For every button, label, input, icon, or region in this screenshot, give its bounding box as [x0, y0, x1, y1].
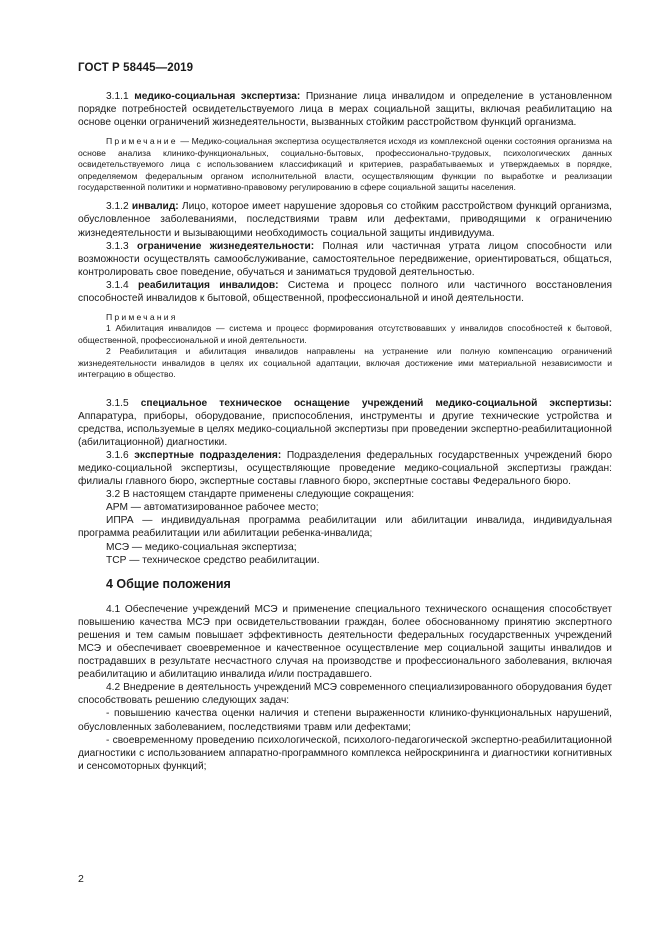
definition-3-1-5: [78, 397, 612, 449]
definition-text: Признание лица инвалидом и определение в установленном порядке потребностей освидетельствуемого лица в мерах социальной защиты, включая реабилитацию на основе оценки ограничений жизнедеятельности, вызванных стойким расстройством функций организма.: [78, 91, 612, 129]
paragraph-4-1: 4.1 Обеспечение учреждений МСЭ и применение специального технического оснащения способствует повышению качества МСЭ при освидетельствовании граждан, более обоснованному принятию экспертного решения и тем самым повышает эффективность деятельности федеральных государственных учреждений МСЭ и обеспечивает своевременное и качественное осуществление мер социальной защиты инвалидов и пострадавших в результате несчастного случая на производстве и профессионального заболевания, включая реабилитацию и абилитацию инвалида и/или пострадавшего.: [78, 603, 612, 681]
paragraph-4-2: 4.2 Внедрение в деятельность учреждений МСЭ современного специализированного оборудования будет способствовать решению следующих задач:: [78, 682, 612, 707]
term: ограничение жизнедеятельности:: [137, 240, 315, 252]
term: специальное техническое оснащение учреждений медико-социальной экспертизы:: [140, 397, 612, 409]
term: реабилитация инвалидов:: [137, 279, 279, 291]
definition-3-1-2: [78, 200, 612, 239]
note-item-1: 1 Абилитация инвалидов — система и процесс формирования отсутствовавших у инвалидов способностей к бытовой, общественной, профессиональной и иной деятельности.: [78, 323, 612, 345]
abbreviation-arm: АРМ — автоматизированное рабочее место;: [106, 502, 319, 514]
definition-3-1-3: [78, 240, 612, 279]
list-item: - своевременному проведению психологической, психолого-педагогической экспертно-реабилитационной диагностики с использованием аппаратно-программного комплекса нейроскрининга и диагностики когнитивных и сенсомоторных функций;: [78, 734, 612, 772]
definition-3-1-6: [78, 449, 612, 488]
clause-number: 3.1.1: [106, 91, 135, 102]
clause-number: 3.1.2: [106, 201, 132, 213]
abbreviation-mse: МСЭ — медико-социальная экспертиза;: [106, 541, 297, 553]
list-item: - повышению качества оценки наличия и степени выраженности клинико-функциональных нарушений, обусловленных заболеванием, последствиями травм или дефектами;: [78, 708, 612, 733]
term: инвалид:: [131, 201, 179, 213]
definition-3-1-1: [78, 90, 612, 129]
page-number: 2: [78, 873, 84, 885]
notes-label: Примечания: [106, 312, 178, 323]
clause-number: 3.1.5: [106, 397, 141, 409]
abbreviation-tsr: ТСР — техническое средство реабилитации.: [106, 554, 320, 566]
definition-text: Система и процесс полного или частичного восстановления способностей инвалидов к бытовой, общественной, профессиональной и иной деятельности.: [78, 279, 612, 304]
abbreviations-intro: 3.2 В настоящем стандарте применены следующие сокращения:: [106, 489, 415, 501]
definition-text: Аппаратура, приборы, оборудование, приспособления, инструменты и другие технические устройства и средства, используемые в целях медико-социальной экспертизы при проведении экспертно-реабилитационной (абилитационной) диагностики.: [78, 410, 612, 448]
note-text: — Медико-социальная экспертиза осуществляется исходя из комплексной оценки состояния организма на основе анализа клинико-функциональных, социально-бытовых, профессионально-трудовых, психологических данных освидетельствуемого лица с использованием классификаций и критериев, разрабатываемых и утверждаемых в порядке, определяемом федеральным органом исполнительной власти, осуществляющим функции по выработке и реализации государственной политики и нормативно-правовому регулированию в сфере социальной защиты населения.: [78, 136, 612, 192]
abbreviation-ipra: ИПРА — индивидуальная программа реабилитации или абилитации инвалида, индивидуальная программа реабилитации или абилитации ребенка-инвалида;: [78, 515, 612, 540]
definition-text: Лицо, которое имеет нарушение здоровья со стойким расстройством функций организма, обусловленное заболеваниями, последствиями травм или дефектами, приводящими к ограничению жизнедеятельности и вызывающими необходимость социальной защиты индивидуума.: [78, 201, 612, 239]
definition-text: Полная или частичная утрата лицом способности или возможности осуществлять самообслуживание, самостоятельное передвижение, ориентироваться, общаться, контролировать свое поведение, обучаться и заниматься трудовой деятельностью.: [78, 240, 613, 278]
definition-3-1-4: [78, 279, 612, 305]
section-title: 4 Общие положения: [106, 576, 231, 591]
clause-number: 3.1.4: [106, 279, 138, 291]
document-code-header: ГОСТ Р 58445—2019: [78, 62, 194, 74]
note-mse: [78, 136, 612, 193]
definition-text: Подразделения федеральных государственных учреждений бюро медико-социальной экспертизы, осуществляющие проведение медико-социальной экспертизы граждан: филиалы главного бюро, экспертные составы главного бюро, экспертные составы Федерального бюро.: [78, 449, 612, 488]
term: экспертные подразделения:: [134, 449, 282, 461]
page-content: [78, 90, 612, 773]
note-item-2: 2 Реабилитация и абилитация инвалидов направлены на устранение или полную компенсацию ограничений жизнедеятельности инвалидов в целях их социальной адаптации, включая достижение ими материальной независимости и интеграцию в общество.: [78, 346, 612, 380]
note-label: Примечание: [106, 136, 178, 147]
clause-number: 3.1.6: [106, 449, 135, 461]
clause-number: 3.1.3: [106, 240, 137, 252]
term: медико-социальная экспертиза:: [134, 91, 301, 102]
